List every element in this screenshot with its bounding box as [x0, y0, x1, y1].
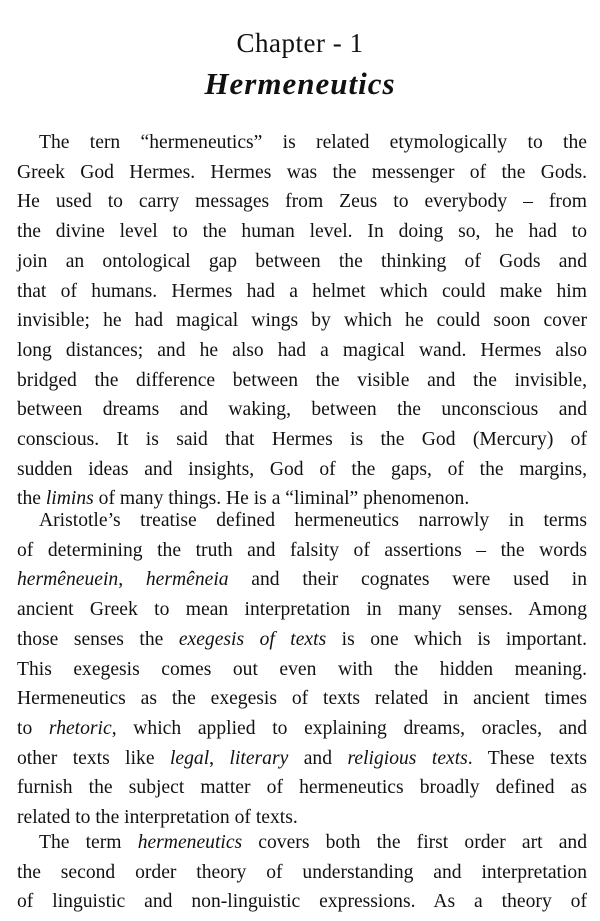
text-run: The tern “hermeneutics” is related etymologically to the — [39, 132, 587, 153]
text-run: the divine level to the human level. In doing so, he had to — [17, 221, 587, 243]
text-line — [17, 187, 587, 217]
italic-text: hermêneia — [145, 569, 229, 591]
text-run: to — [17, 717, 49, 739]
text-run: bridged the difference between the visible and the invisible, — [17, 369, 587, 391]
text-run: Hermeneutics as the exegesis of texts related in ancient times — [17, 688, 587, 710]
text-run: , — [118, 569, 146, 591]
text-line — [17, 425, 587, 455]
text-line — [17, 828, 587, 858]
text-line — [17, 506, 587, 536]
italic-text: hermeneutics — [137, 832, 243, 853]
text-line — [17, 395, 587, 425]
text-line — [17, 306, 587, 336]
text-run: long distances; and he also had a magical wand. Hermes also — [17, 339, 587, 361]
chapter-number: Chapter - 1 — [236, 28, 364, 58]
text-run: other texts like — [17, 747, 170, 769]
text-run: of determining the truth and falsity of assertions – the words — [17, 539, 587, 561]
text-line — [17, 366, 587, 396]
text-run: the second order theory of understanding and interpretation — [17, 861, 587, 883]
text-line — [17, 336, 587, 366]
text-run: of linguistic and non-linguistic expressions. As a theory of — [17, 891, 587, 913]
text-run: and — [288, 747, 348, 769]
text-line — [17, 217, 587, 247]
text-run: furnish the subject matter of hermeneutics broadly defined as — [17, 777, 587, 799]
text-run: Aristotle’s treatise defined hermeneutics narrowly in terms — [39, 510, 587, 531]
text-run: , — [209, 747, 230, 769]
text-run: is one which is important. — [326, 628, 587, 650]
text-run: of many things. He is a “liminal” phenomenon. — [93, 488, 470, 510]
text-run: join an ontological gap between the thinking of Gods and — [17, 250, 587, 272]
text-run: between dreams and waking, between the unconscious and — [17, 399, 587, 421]
text-line — [17, 887, 587, 917]
text-run: covers both the first order art and — [242, 832, 587, 853]
text-run: those senses the — [17, 628, 179, 650]
text-line — [17, 655, 587, 685]
italic-text: literary — [229, 747, 289, 769]
text-line — [17, 536, 587, 566]
text-line — [17, 684, 587, 714]
text-line — [17, 625, 587, 655]
text-run: , which applied to explaining dreams, oracles, and — [111, 717, 587, 739]
text-line — [17, 714, 587, 744]
italic-text: limins — [45, 488, 94, 510]
text-run: sudden ideas and insights, God of the gaps, of the margins, — [17, 458, 587, 480]
italic-text: exegesis of texts — [178, 628, 327, 650]
italic-text: religious texts — [347, 747, 468, 769]
text-run: and their cognates were used in — [228, 569, 587, 591]
text-run: ancient Greek to mean interpretation in many senses. Among — [17, 599, 587, 621]
chapter-title: Hermeneutics — [204, 66, 396, 101]
text-line — [17, 128, 587, 158]
text-line — [17, 744, 587, 774]
text-run: conscious. It is said that Hermes is the God (Mercury) of — [17, 429, 587, 451]
text-line — [17, 565, 587, 595]
text-line — [17, 773, 587, 803]
text-run: He used to carry messages from Zeus to everybody – from — [17, 191, 587, 213]
text-run: that of humans. Hermes had a helmet which could make him — [17, 280, 587, 302]
text-run: invisible; he had magical wings by which he could soon cover — [17, 310, 587, 332]
paragraph-2 — [17, 506, 587, 833]
text-run: This exegesis comes out even with the hidden meaning. — [17, 658, 587, 680]
text-run: the — [17, 488, 46, 510]
text-line — [17, 595, 587, 625]
italic-text: legal — [169, 747, 210, 769]
text-run: The term — [39, 832, 138, 853]
text-run: related to the interpretation of texts. — [17, 807, 298, 829]
text-line — [17, 455, 587, 485]
paragraph-1 — [17, 128, 587, 514]
text-line — [17, 158, 587, 188]
text-line — [17, 858, 587, 888]
italic-text: hermêneuein — [17, 569, 119, 591]
text-run: Greek God Hermes. Hermes was the messenger of the Gods. — [17, 161, 587, 183]
text-line — [17, 277, 587, 307]
text-run: . These texts — [467, 747, 588, 769]
paragraph-3 — [17, 828, 587, 917]
italic-text: rhetoric — [48, 717, 112, 739]
text-line — [17, 247, 587, 277]
